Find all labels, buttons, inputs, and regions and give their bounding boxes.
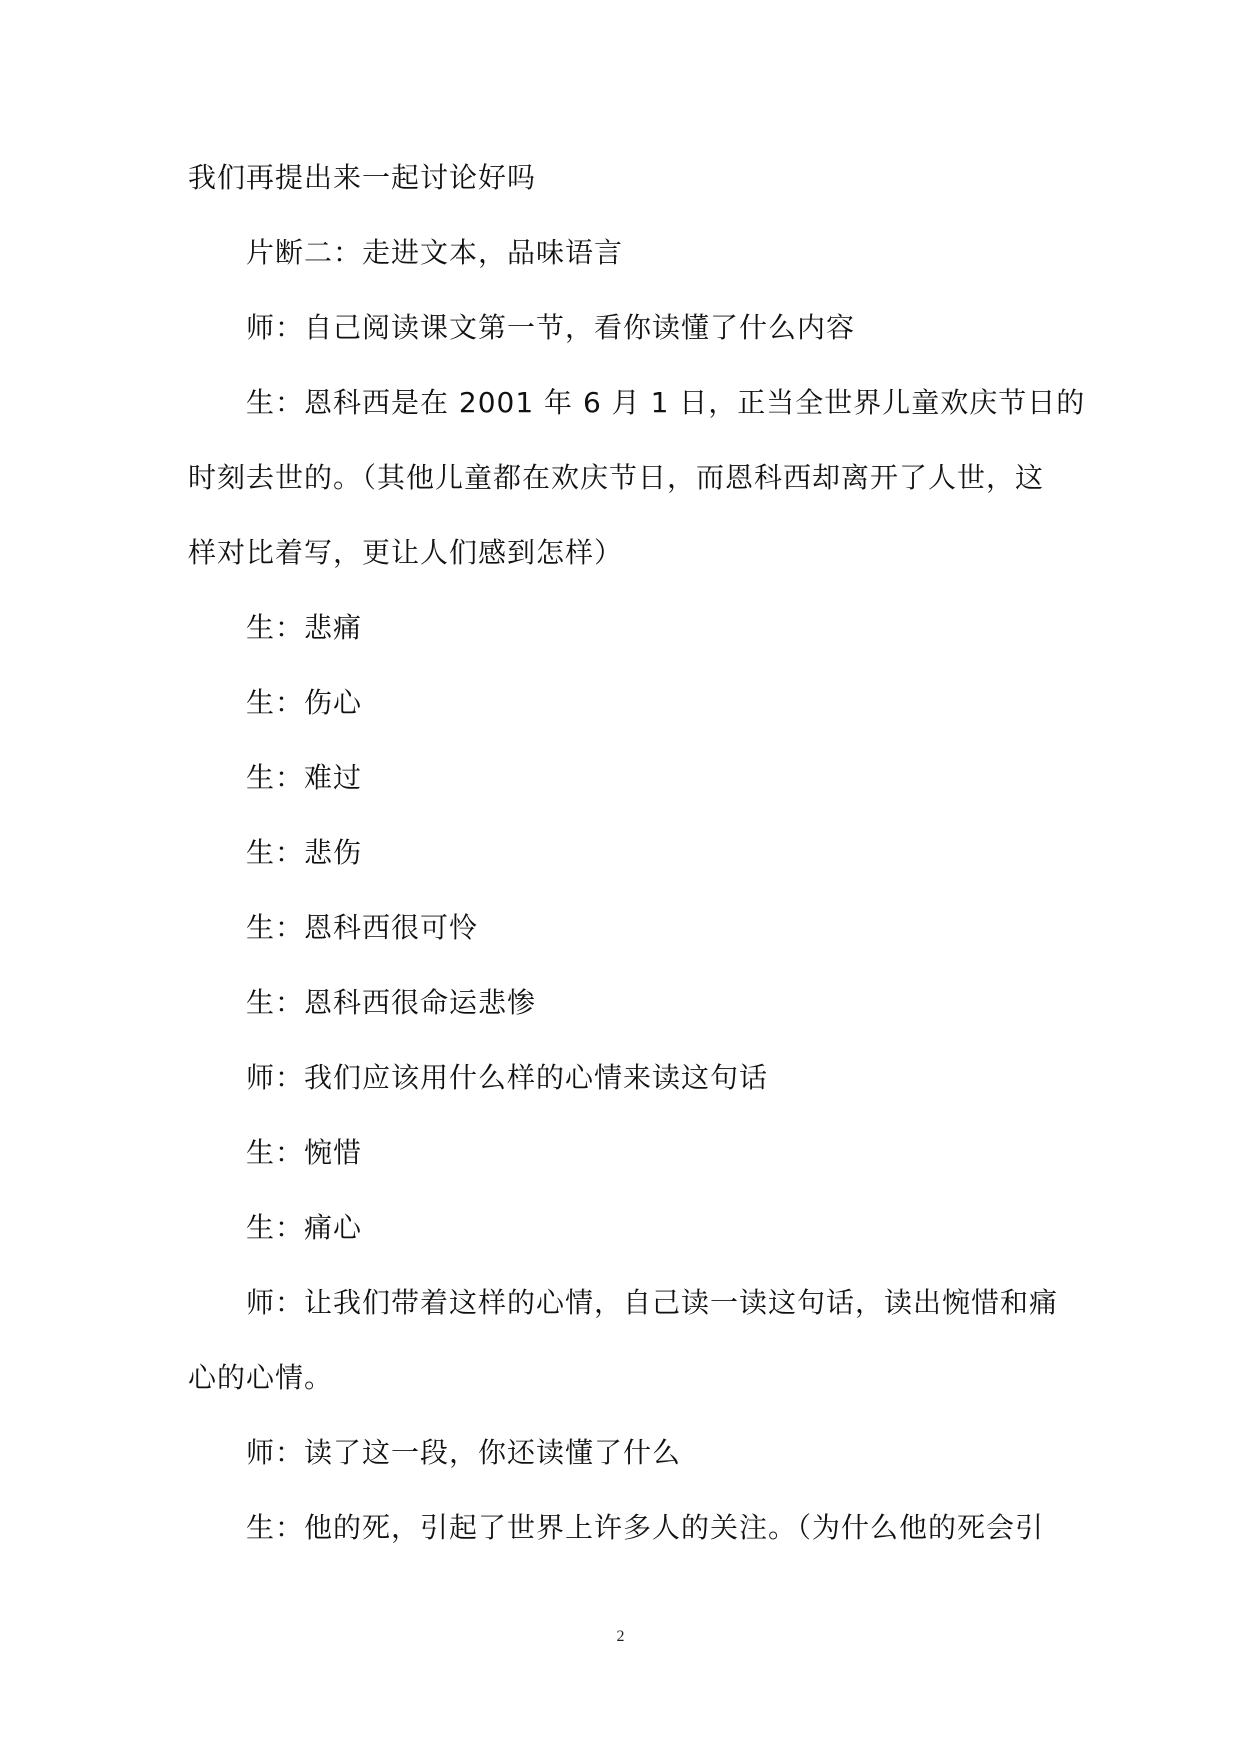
page-number: 2 [616, 1628, 625, 1645]
dialogue-line: 师：自己阅读课文第一节，看你读懂了什么内容 [246, 311, 856, 344]
text-body [188, 140, 1086, 1565]
dialogue-line: 生：恩科西很可怜 [246, 911, 479, 944]
dialogue-line-wrap: 心的心情。 [188, 1361, 334, 1394]
dialogue-line: 生：痛心 [246, 1211, 363, 1244]
dialogue-line: 生：悲痛 [246, 611, 363, 644]
dialogue-line: 生：恩科西是在 2001 年 6 月 1 日，正当全世界儿童欢庆节日的 [246, 386, 1086, 419]
dialogue-line: 师：让我们带着这样的心情，自己读一读这句话，读出惋惜和痛 [246, 1286, 1059, 1319]
dialogue-line: 生：他的死，引起了世界上许多人的关注。（为什么他的死会引 [246, 1511, 1045, 1544]
dialogue-line: 生：难过 [246, 761, 363, 794]
dialogue-line-wrap: 时刻去世的。（其他儿童都在欢庆节日，而恩科西却离开了人世，这 [188, 461, 1045, 494]
dialogue-line: 师：我们应该用什么样的心情来读这句话 [246, 1061, 769, 1094]
dialogue-line: 师：读了这一段，你还读懂了什么 [246, 1436, 682, 1469]
dialogue-line: 生：悲伤 [246, 836, 363, 869]
dialogue-line-wrap: 样对比着写，更让人们感到怎样） [188, 536, 624, 569]
dialogue-line: 生：惋惜 [246, 1136, 363, 1169]
section-heading: 片断二：走进文本，品味语言 [246, 236, 624, 269]
dialogue-line: 生：伤心 [246, 686, 363, 719]
text-line-continuation: 我们再提出来一起讨论好吗 [188, 161, 537, 194]
dialogue-line: 生：恩科西很命运悲惨 [246, 986, 537, 1019]
